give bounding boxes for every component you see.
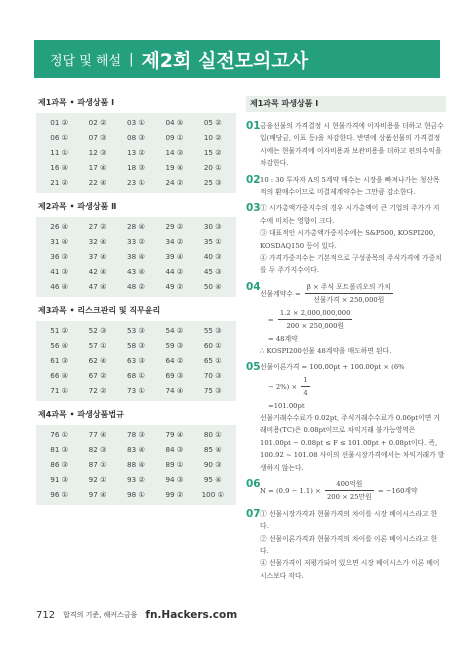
page-footer: [36, 609, 237, 621]
explanation-item: ① 시가총액가중지수의 경우 시가총액이 큰 기업의 주가가 지수에 미치는 영향이 크다.: [260, 204, 440, 225]
explanation-body: [260, 508, 446, 582]
answer-cell: 98 ①: [127, 490, 145, 499]
answer-grid: [36, 321, 236, 401]
answer-cell: 80 ①: [203, 430, 222, 439]
section-title: 제4과목 • 파생상품법규: [38, 410, 124, 419]
header-separator: |: [129, 51, 134, 67]
answer-cell: 97 ④: [88, 490, 107, 499]
answer-cell: 68 ①: [127, 371, 145, 380]
answer-cell: 24 ②: [165, 178, 184, 187]
answer-cell: 26 ④: [50, 222, 69, 231]
answer-grid: [36, 425, 236, 505]
formula-fraction: [305, 281, 393, 307]
answer-cell: 67 ②: [88, 371, 107, 380]
formula-line: 선물이론가격 = 100.00pt + 100.00pt × (6%: [260, 363, 405, 372]
fraction-numerator: 400억원: [325, 478, 374, 491]
answer-cell: 76 ①: [50, 430, 69, 439]
answer-cell: 15 ②: [203, 148, 222, 157]
answer-cell: 49 ②: [165, 282, 184, 291]
explanation-body: [260, 281, 446, 357]
explanation-01: [246, 120, 446, 170]
answer-cell: 40 ③: [203, 252, 222, 261]
answer-cell: 59 ③: [165, 341, 184, 350]
explanation-04: [246, 281, 446, 357]
formula-part: − 2%) ×: [268, 382, 298, 391]
answer-cell: 07 ③: [88, 133, 107, 142]
answer-cell: 33 ②: [127, 237, 145, 246]
formula-line: [260, 307, 446, 333]
formula-result: =101.00pt: [268, 401, 305, 410]
formula-fraction: [278, 307, 353, 333]
answer-cell: 36 ③: [50, 252, 69, 261]
answer-cell: 70 ③: [203, 371, 222, 380]
formula-result: = 48계약: [268, 334, 298, 343]
question-number: 04: [246, 280, 261, 293]
answer-section-3: [36, 305, 236, 401]
explanation-07: [246, 508, 446, 582]
answer-cell: 50 ④: [203, 282, 222, 291]
answer-cell: 61 ③: [50, 356, 69, 365]
answer-cell: 90 ③: [203, 460, 222, 469]
header-title: 제2회 실전모의고사: [141, 49, 309, 72]
answer-cell: 72 ②: [88, 386, 107, 395]
answer-cell: 29 ②: [165, 222, 184, 231]
answer-cell: 94 ③: [165, 475, 184, 484]
answer-cell: 27 ②: [88, 222, 107, 231]
explanation-body: [260, 361, 446, 474]
answer-cell: 57 ①: [88, 341, 107, 350]
answer-cell: 71 ①: [50, 386, 69, 395]
header-label: 정답 및 해설: [50, 53, 122, 69]
fraction-denominator: 200 × 250,000원: [286, 322, 344, 331]
section-title: 제1과목 • 파생상품 Ⅰ: [38, 98, 115, 107]
answer-cell: 53 ③: [127, 326, 145, 335]
answer-cell: 83 ④: [127, 445, 145, 454]
answer-cell: 21 ②: [50, 178, 69, 187]
answer-cell: 62 ④: [88, 356, 107, 365]
explanation-item: ④ 가격가중지수는 기본적으로 구성종목의 주식가격에 가중치를 두 주가지수이다.: [260, 254, 442, 275]
answer-grid: [36, 217, 236, 297]
answer-cell: 87 ①: [88, 460, 107, 469]
answer-cell: 47 ④: [88, 282, 107, 291]
answer-cell: 38 ④: [127, 252, 145, 261]
answer-cell: 16 ④: [50, 163, 69, 172]
answer-cell: 92 ①: [88, 475, 107, 484]
answer-section-2: [36, 201, 236, 297]
answer-cell: 30 ③: [203, 222, 222, 231]
answer-cell: 91 ③: [50, 475, 69, 484]
answer-cell: 77 ④: [88, 430, 107, 439]
answer-cell: 14 ③: [165, 148, 184, 157]
explanation-column: [246, 96, 446, 586]
fraction-numerator: 1.2 × 2,000,000,000: [278, 307, 353, 320]
question-number: 06: [246, 477, 261, 490]
formula-conclusion: ∴ KOSPI200선물 48계약을 매도하면 된다.: [260, 346, 392, 355]
answer-cell: 78 ③: [127, 430, 145, 439]
answer-cell: 84 ③: [165, 445, 184, 454]
answer-cell: 19 ④: [165, 163, 184, 172]
answer-cell: 13 ②: [127, 148, 145, 157]
answer-cell: 37 ④: [88, 252, 107, 261]
answer-cell: 54 ②: [165, 326, 184, 335]
answer-cell: 22 ④: [88, 178, 107, 187]
explanation-item: ① 선물시장가격과 현물가격의 차이를 시장 베이시스라고 한다.: [260, 509, 438, 531]
answer-cell: 20 ①: [203, 163, 222, 172]
fraction-numerator: β × 주식 포트폴리오의 가치: [305, 281, 393, 294]
answer-cell: 03 ①: [127, 118, 145, 127]
formula-lhs: 선물계약수 =: [260, 289, 301, 298]
answer-cell: 46 ④: [50, 282, 69, 291]
footer-tagline: 합격의 기준, 해커스금융: [63, 611, 138, 619]
answer-cell: 44 ②: [165, 267, 184, 276]
answer-cell: 28 ④: [127, 222, 145, 231]
explanation-06: [246, 478, 446, 504]
explanation-05: [246, 361, 446, 474]
answer-cell: 01 ②: [50, 118, 69, 127]
formula-line: [260, 374, 446, 400]
answer-cell: 99 ②: [165, 490, 184, 499]
fraction-denominator: 200 × 25만원: [326, 493, 372, 502]
answer-cell: 58 ③: [127, 341, 145, 350]
answer-cell: 06 ①: [50, 133, 69, 142]
formula-result: = −160계약: [377, 486, 418, 495]
answer-cell: 93 ②: [127, 475, 145, 484]
section-title: 제2과목 • 파생상품 Ⅱ: [38, 202, 117, 211]
answer-grid: [36, 113, 236, 193]
answer-cell: 35 ①: [203, 237, 222, 246]
formula-line: [260, 281, 446, 307]
explanation-03: [246, 202, 446, 276]
fraction-numerator: 1: [301, 374, 309, 387]
answer-cell: 56 ④: [50, 341, 69, 350]
answer-cell: 11 ①: [50, 148, 69, 157]
answer-cell: 05 ②: [203, 118, 222, 127]
question-number: 02: [246, 173, 261, 186]
answer-cell: 25 ③: [203, 178, 222, 187]
answer-cell: 09 ①: [165, 133, 184, 142]
answer-cell: 23 ①: [127, 178, 145, 187]
answer-cell: 81 ③: [50, 445, 69, 454]
explanation-text: 10 : 30 투자자 A의 5계약 매수는 시장을 빠져나가는 청산목적의 환매수이므로 미결제계약수는 그만큼 감소한다.: [260, 175, 440, 197]
answer-cell: 63 ③: [127, 356, 145, 365]
answer-cell: 86 ③: [50, 460, 69, 469]
answer-cell: 51 ②: [50, 326, 69, 335]
answer-cell: 75 ③: [203, 386, 222, 395]
answer-cell: 79 ④: [165, 430, 184, 439]
answer-cell: 08 ③: [127, 133, 145, 142]
explanation-text: 금융선물의 가격결정 시 현물가격에 이자비용을 더하고 현금수입(배당금, 이표 등)을 차감한다. 반면에 상품선물의 가격결정 시에는 현물가격에 이자비용과 보관비용을 더하고 편의수익을 차감한다.: [260, 122, 444, 168]
answer-cell: 18 ③: [127, 163, 145, 172]
answer-cell: 85 ④: [203, 445, 222, 454]
formula-fraction: [301, 374, 309, 400]
question-number: 05: [246, 361, 261, 374]
answer-cell: 45 ③: [203, 267, 222, 276]
answer-cell: 12 ③: [88, 148, 107, 157]
page-header: [34, 40, 440, 78]
answer-cell: 88 ④: [127, 460, 145, 469]
answer-cell: 43 ④: [127, 267, 145, 276]
fraction-denominator: 선물가격 × 250,000원: [313, 296, 385, 305]
answer-cell: 31 ④: [50, 237, 69, 246]
answer-cell: 69 ③: [165, 371, 184, 380]
answer-cell: 04 ⑤: [165, 118, 184, 127]
question-number: 03: [246, 202, 261, 215]
answer-cell: 42 ④: [88, 267, 107, 276]
explanation-02: [246, 174, 446, 199]
answer-cell: 10 ②: [203, 133, 222, 142]
answer-cell: 74 ④: [165, 386, 184, 395]
explanation-heading: 제1과목 파생상품 Ⅰ: [246, 96, 446, 112]
explanation-body: [260, 202, 446, 276]
answer-cell: 66 ④: [50, 371, 69, 380]
section-title: 제3과목 • 리스크관리 및 직무윤리: [38, 306, 161, 315]
fraction-denominator: 4: [303, 389, 308, 398]
explanation-item: ④ 선물가격이 저평가되어 있으면 시장 베이시스가 이론 베이시스보다 작다.: [260, 559, 440, 580]
answer-cell: 96 ①: [50, 490, 69, 499]
answer-cell: 100 ①: [201, 490, 225, 499]
formula-fraction: [325, 478, 374, 504]
answer-cell: 32 ④: [88, 237, 107, 246]
explanation-body: [260, 478, 446, 504]
answer-cell: 52 ③: [88, 326, 107, 335]
answer-cell: 17 ④: [88, 163, 107, 172]
answer-cell: 60 ①: [203, 341, 222, 350]
answer-cell: 65 ①: [203, 356, 222, 365]
answer-cell: 02 ②: [88, 118, 107, 127]
answer-cell: 48 ②: [127, 282, 145, 291]
answer-cell: 41 ③: [50, 267, 69, 276]
answer-key-column: [36, 92, 236, 513]
answer-cell: 73 ①: [127, 386, 145, 395]
explanation-item: ② 선물이론가격과 현물가격의 차이를 이론 베이시스라고 한다.: [260, 534, 438, 555]
footer-url: fn.Hackers.com: [145, 609, 238, 621]
formula-equals: =: [268, 315, 274, 324]
answer-cell: 55 ③: [203, 326, 222, 335]
answer-cell: 89 ①: [165, 460, 184, 469]
answer-cell: 64 ②: [165, 356, 184, 365]
answer-cell: 39 ④: [165, 252, 184, 261]
explanation-item: ③ 대표적인 시가총액가중지수에는 S&P500, KOSPI200, KOSDAQ150 등이 있다.: [260, 229, 436, 250]
question-number: 07: [246, 507, 261, 520]
answer-cell: 82 ③: [88, 445, 107, 454]
formula-lhs: N = (0.9 − 1.1) ×: [260, 486, 321, 495]
answer-section-1: [36, 97, 236, 193]
answer-cell: 95 ④: [203, 475, 222, 484]
answer-cell: 34 ②: [165, 237, 184, 246]
page-number: 712: [36, 609, 56, 621]
answer-section-4: [36, 409, 236, 505]
explanation-text: 선물거래수수료가 0.02pt, 주식거래수수료가 0.06pt이면 거래비용(TC)은 0.08pt이므로 차익거래 불가능영역은 101.00pt − 0.08pt ≤ F ≤ 101.00pt + 0.08pt이다. 즉, 100.92 ~ 101.08 사이의 선물시장가격에서는 차익거래가 발생하지 않는다.: [260, 413, 445, 472]
question-number: 01: [246, 120, 261, 132]
